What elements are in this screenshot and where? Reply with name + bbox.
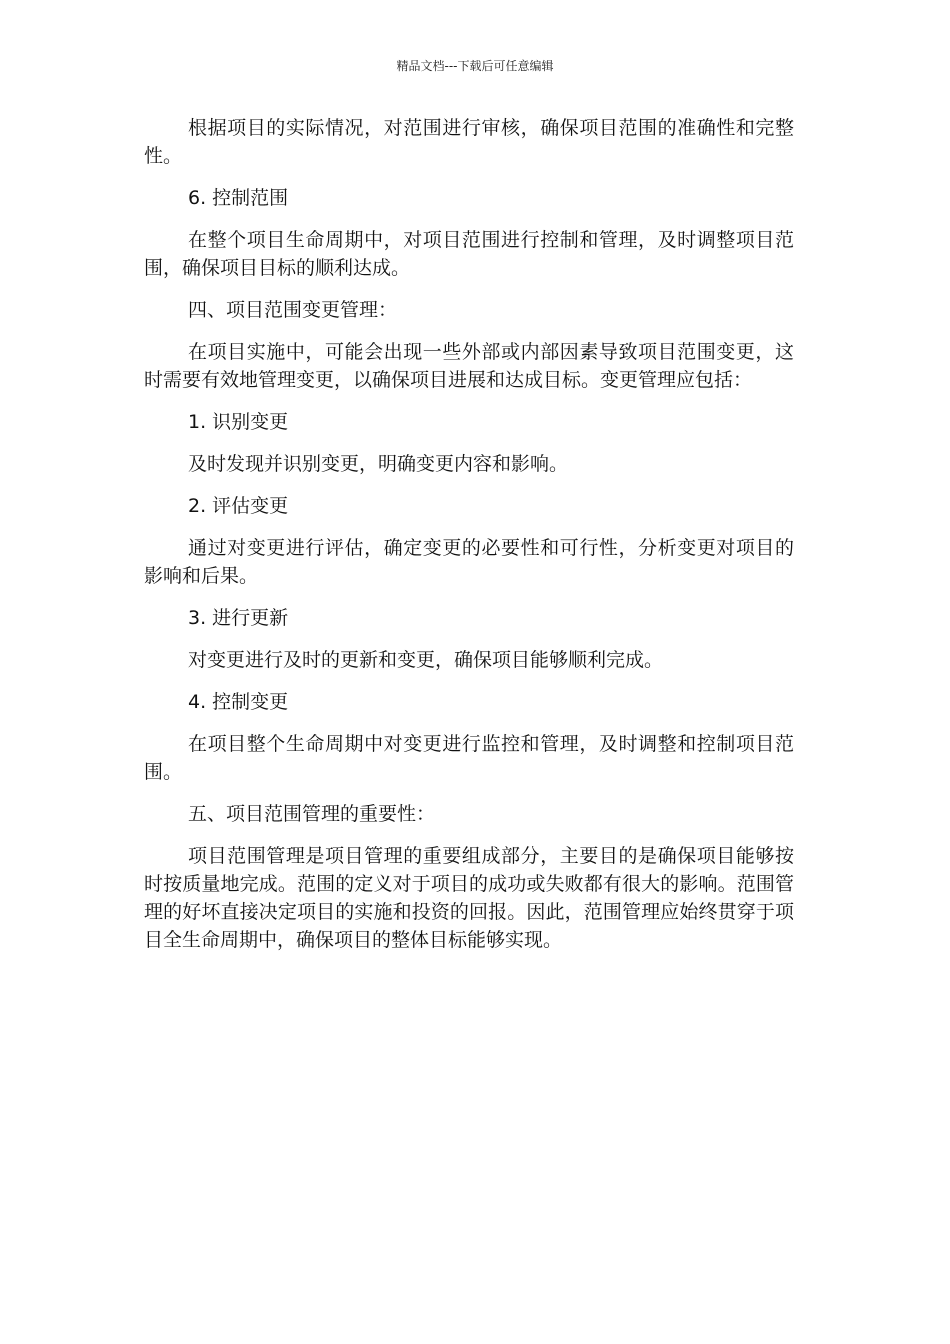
paragraph: 在项目整个生命周期中对变更进行监控和管理，及时调整和控制项目范围。 <box>144 733 794 783</box>
document-body <box>144 114 794 968</box>
paragraph: 在整个项目生命周期中，对项目范围进行控制和管理，及时调整项目范围，确保项目目标的顺利达成。 <box>144 229 794 279</box>
section-heading: 3. 进行更新 <box>188 607 289 629</box>
section-heading: 五、项目范围管理的重要性： <box>188 803 436 825</box>
paragraph: 及时发现并识别变更，明确变更内容和影响。 <box>188 453 569 475</box>
section-heading: 4. 控制变更 <box>188 691 289 713</box>
paragraph: 通过对变更进行评估，确定变更的必要性和可行性，分析变更对项目的影响和后果。 <box>144 537 794 587</box>
section-heading: 2. 评估变更 <box>188 495 289 517</box>
section-heading: 6. 控制范围 <box>188 187 289 209</box>
section-heading: 1. 识别变更 <box>188 411 289 433</box>
section-heading: 四、项目范围变更管理： <box>188 299 398 321</box>
page-header: 精品文档---下载后可任意编辑 <box>396 59 554 73</box>
paragraph: 根据项目的实际情况，对范围进行审核，确保项目范围的准确性和完整性。 <box>144 117 794 167</box>
paragraph: 在项目实施中，可能会出现一些外部或内部因素导致项目范围变更，这时需要有效地管理变更，以确保项目进展和达成目标。变更管理应包括： <box>144 341 794 391</box>
paragraph: 项目范围管理是项目管理的重要组成部分，主要目的是确保项目能够按时按质量地完成。范围的定义对于项目的成功或失败都有很大的影响。范围管理的好坏直接决定项目的实施和投资的回报。因此，范围管理应始终贯穿于项目全生命周期中，确保项目的整体目标能够实现。 <box>144 845 794 951</box>
paragraph: 对变更进行及时的更新和变更，确保项目能够顺利完成。 <box>188 649 664 671</box>
